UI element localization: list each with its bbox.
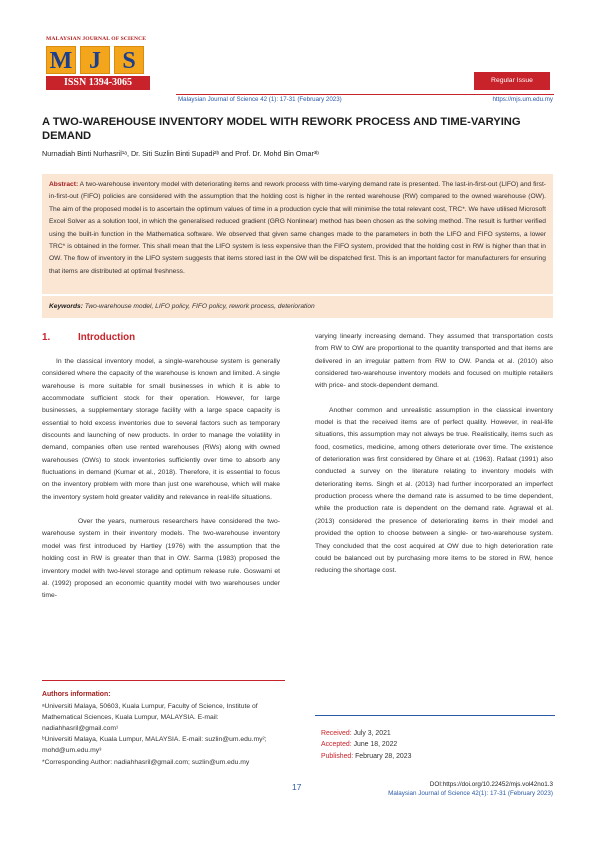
header-journal-ref: Malaysian Journal of Science 42 (1): 17-31 (February 2023) <box>178 96 342 103</box>
section-title: Introduction <box>78 332 136 343</box>
published-date <box>321 751 555 762</box>
received-date <box>321 728 555 739</box>
header-journal-url[interactable]: https://mjs.um.edu.my <box>492 96 553 103</box>
left-column <box>42 356 280 603</box>
publication-dates <box>315 715 555 762</box>
authors-info-heading: Authors information: <box>42 691 111 698</box>
author-list: Nurnadiah Binti Nurhasril¹ᵃ, Dr. Siti Suzlin Binti Supadi²ᵇ and Prof. Dr. Mohd Bin Omar³ᵇ <box>42 149 319 158</box>
abstract-box <box>42 174 553 294</box>
logo-top-text: MALAYSIAN JOURNAL OF SCIENCE <box>46 36 147 42</box>
logo-letters <box>46 46 158 74</box>
journal-logo <box>46 36 158 90</box>
header-divider <box>176 94 554 95</box>
right-column <box>315 331 553 578</box>
keywords-label: Keywords: <box>49 303 83 310</box>
keywords-box <box>42 296 553 318</box>
received-value: July 3, 2021 <box>351 730 391 737</box>
logo-letter-j: J <box>80 46 110 74</box>
received-label: Received: <box>321 730 352 737</box>
accepted-date <box>321 739 555 750</box>
section-number: 1. <box>42 332 51 343</box>
affiliation-a: ᵃUniversiti Malaya, 50603, Kuala Lumpur, Faculty of Science, Institute of Mathematical Sciences, Kuala Lumpur, MALAYSIA. E-mail: nadiahhasril@gmail.com¹ <box>42 703 258 733</box>
footer-journal-ref: Malaysian Journal of Science 42(1): 17-31 (February 2023) <box>388 790 553 797</box>
intro-paragraph-2: Over the years, numerous researchers have considered the two-warehouse system in their inventory models. The two-warehouse inventory model was first introduced by Hartley (1976) with the assumption that the holding cost in RW is greater than that in OW. Sarma (1983) proposed the inventory model with two-level storage and optimum release rule. Goswami et al. (1992) proposed an economic quantity model with two warehouses under time- <box>42 518 280 600</box>
accepted-value: June 18, 2022 <box>351 741 398 749</box>
accepted-label: Accepted: <box>321 741 352 749</box>
logo-letter-s: S <box>114 46 144 74</box>
intro-paragraph-2-cont: varying linearly increasing demand. They assumed that transportation costs from RW to OW are proportional to the quantity transported and that items are delivered in an irregular pattern from RW to OW. Panda et al. (2010) also considered two-warehouse inventory models and focused on multiple retailers with price- and stock-dependent demand. <box>315 333 553 390</box>
logo-issn: ISSN 1394-3065 <box>46 76 150 90</box>
paper-title: A TWO-WAREHOUSE INVENTORY MODEL WITH REWORK PROCESS AND TIME-VARYING DEMAND <box>42 116 521 142</box>
abstract-label: Abstract: <box>49 181 79 188</box>
affiliation-b: ᵇUniversiti Malaya, Kuala Lumpur, MALAYSIA. E-mail: suzlin@um.edu.my²; mohd@um.edu.my³ <box>42 736 267 755</box>
intro-paragraph-3: Another common and unrealistic assumption in the classical inventory model is that the received items are of perfect quality. However, in real-life situations, this assumption may not always be true. Realistically, items such as food, cosmetics, medicine, among others deteriorate over time. The existence of deterioration was first considered by Ghare et al. (1963). Rafaat (1991) also conducted a survey on the literature relating to inventory models with deteriorating items. Singh et al. (2013) had further incorporated an imperfect production process where the demand rate is assumed to be time dependent, while the production rate is dependent on the demand rate. Agrawal et al. (2013) considered the presence of deteriorating items in their model and provided the option to choose between a single- or two-warehouse system. They concluded that the cost acquired at OW due to high deterioration rate could be balanced out by purchasing more items to be stored in RW, hence reducing the shortage cost. <box>315 406 553 575</box>
abstract-text: A two-warehouse inventory model with deteriorating items and rework process with time-varying demand rate is presented. The last-in-first-out (LIFO) and first-in-first-out (FIFO) policies are considered with the assumption that the holding cost is higher in the rented warehouse (RW) compared to the owned warehouse (OW). The aim of the proposed model is to ascertain the optimum values of time in a production cycle that will minimise the total relevant cost, TRC*. We have utilised Microsoft Excel Solver as a solution tool, in which the generalised reduced gradient (GRG Nonlinear) method has been chosen as the solving method. The result is further verified using the built-in function in the Mathematica software. We observed that given same changes made to the parameters in both the LIFO and FIFO systems, a lower TRC* is obtained in the former. This shall mean that the LIFO system is less expensive than the FIFO system, provided that the holding cost in RW is higher than that in OW. The flow of inventory in the LIFO system suggests that items stored last in the OW will be dispatched first. This is an important factor for manufacturers for ensuring that items are distributed at optimal freshness. <box>49 181 546 275</box>
keywords-text: Two-warehouse model, LIFO policy, FIFO policy, rework process, deterioration <box>82 303 315 310</box>
footer-doi-block <box>388 780 553 798</box>
section-heading-introduction <box>42 332 135 343</box>
page-number: 17 <box>292 782 302 792</box>
intro-paragraph-1: In the classical inventory model, a single-warehouse system is generally considered where the capacity of the warehouse is known and limited. A single warehouse is more suitable for small businesses in which it is able to accommodate sufficient stock for their operation. However, for large businesses, a supplementary storage facility with a large space capacity is essential to hold excess inventories due to several factors such as temporary discounts and launching of new products. In order to manage the volatility in demand, companies often use rented warehouses (RWs) along with owned warehouses (OWs) to stock inventories sufficiently over time to absorb any fluctuations in demand (Kumar et al., 2018). Therefore, it is essential to focus on the inventory problem with more than just one warehouse, which will make the inventory system hold greater validity and relevance in real-life situations. <box>42 358 280 501</box>
issue-type-badge: Regular Issue <box>474 72 550 90</box>
logo-letter-m: M <box>46 46 76 74</box>
published-value: February 28, 2023 <box>353 752 412 760</box>
corresponding-author: *Corresponding Author: nadiahhasril@gmail.com; suzlin@um.edu.my <box>42 758 250 766</box>
authors-information <box>42 680 285 768</box>
published-label: Published: <box>321 752 354 760</box>
doi-link[interactable]: DOI:https://doi.org/10.22452/mjs.vol42no1.3 <box>429 781 553 788</box>
